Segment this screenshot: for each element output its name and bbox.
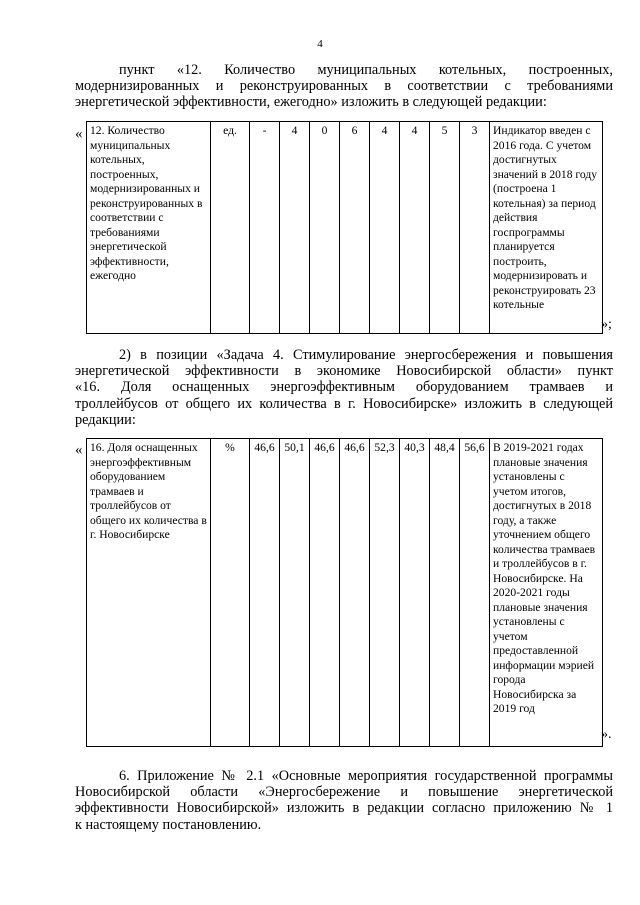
value-cell: 5 bbox=[430, 122, 460, 334]
value-cell: 6 bbox=[340, 122, 370, 334]
para6-line-1: 6. Приложение № 2.1 «Основные мероприятия государственной программы bbox=[119, 768, 613, 784]
intro2-line-2: энергетической эффективности в экономике Новосибирской области» пункт bbox=[75, 363, 613, 380]
intro2-line-1: 2) в позиции «Задача 4. Стимулирование энергосбережения и повышения bbox=[119, 347, 613, 363]
value-cell: 4 bbox=[280, 122, 310, 334]
value-cell: 40,3 bbox=[400, 439, 430, 747]
indicator-table-1 bbox=[86, 121, 603, 334]
intro1-line-2: модернизированных и реконструированных в соответствии с требованиями bbox=[75, 78, 613, 95]
intro-paragraph-2 bbox=[75, 347, 613, 428]
para6-line-2: Новосибирской области «Энергосбережение и повышение энергетической bbox=[75, 784, 613, 801]
value-cell: 50,1 bbox=[280, 439, 310, 747]
note-cell: В 2019-2021 годах плановые значения установлены с учетом итогов, достигнутых в 2018 году, а также уточнением общего количества трамваев и троллейбусов в г. Новосибирске. На 2020-2021 годы плановые значения установлены с учетом предоставленной информации мэрией города Новосибирска за 2019 год bbox=[490, 439, 603, 747]
unit-cell: ед. bbox=[211, 122, 250, 334]
intro1-line-1: пункт «12. Количество муниципальных котельных, построенных, bbox=[119, 62, 613, 78]
value-cell: 48,4 bbox=[430, 439, 460, 747]
value-cell: 4 bbox=[400, 122, 430, 334]
intro1-line-3: энергетической эффективности, ежегодно» изложить в следующей редакции: bbox=[75, 94, 547, 111]
para6-line-4: к настоящему постановлению. bbox=[75, 816, 262, 833]
table1-open-quote: « bbox=[75, 126, 83, 142]
table2-open-quote: « bbox=[75, 442, 83, 458]
value-cell: 4 bbox=[370, 122, 400, 334]
value-cell: 46,6 bbox=[310, 439, 340, 747]
note-cell: Индикатор введен с 2016 года. С учетом достигнутых значений в 2018 году (построена 1 котельная) за период действия госпрограммы планируется построить, модернизировать и реконструировать 23 котельные bbox=[490, 122, 603, 334]
para6-line-3: эффективности Новосибирской» изложить в редакции согласно приложению № 1 bbox=[75, 800, 613, 817]
value-cell: 3 bbox=[460, 122, 490, 334]
paragraph-6 bbox=[75, 768, 613, 833]
value-cell: 0 bbox=[310, 122, 340, 334]
indicator-name-cell: 12. Количество муниципальных котельных, построенных, модернизированных и реконструированных в соответствии с требованиями энергетической эффективности, ежегодно bbox=[87, 122, 211, 334]
table2-close-quote: ». bbox=[601, 727, 612, 742]
intro2-line-4: троллейбусов от общего их количества в г. Новосибирске» изложить в следующей bbox=[75, 395, 613, 412]
value-cell: 46,6 bbox=[340, 439, 370, 747]
intro2-line-3: «16. Доля оснащенных энергоэффективным оборудованием трамваев и bbox=[75, 379, 613, 396]
value-cell: 46,6 bbox=[250, 439, 280, 747]
intro2-line-5: редакции: bbox=[75, 411, 136, 428]
page-number: 4 bbox=[317, 38, 323, 50]
intro-paragraph-1 bbox=[75, 62, 613, 111]
value-cell: 52,3 bbox=[370, 439, 400, 747]
unit-cell: % bbox=[211, 439, 250, 747]
value-cell: - bbox=[250, 122, 280, 334]
indicator-table-2 bbox=[86, 438, 603, 747]
table-row bbox=[87, 439, 603, 747]
indicator-name-cell: 16. Доля оснащенных энергоэффективным оборудованием трамваев и троллейбусов от общего их количества в г. Новосибирске bbox=[87, 439, 211, 747]
table1-close-quote: »; bbox=[601, 317, 612, 332]
value-cell: 56,6 bbox=[460, 439, 490, 747]
table-row bbox=[87, 122, 603, 334]
